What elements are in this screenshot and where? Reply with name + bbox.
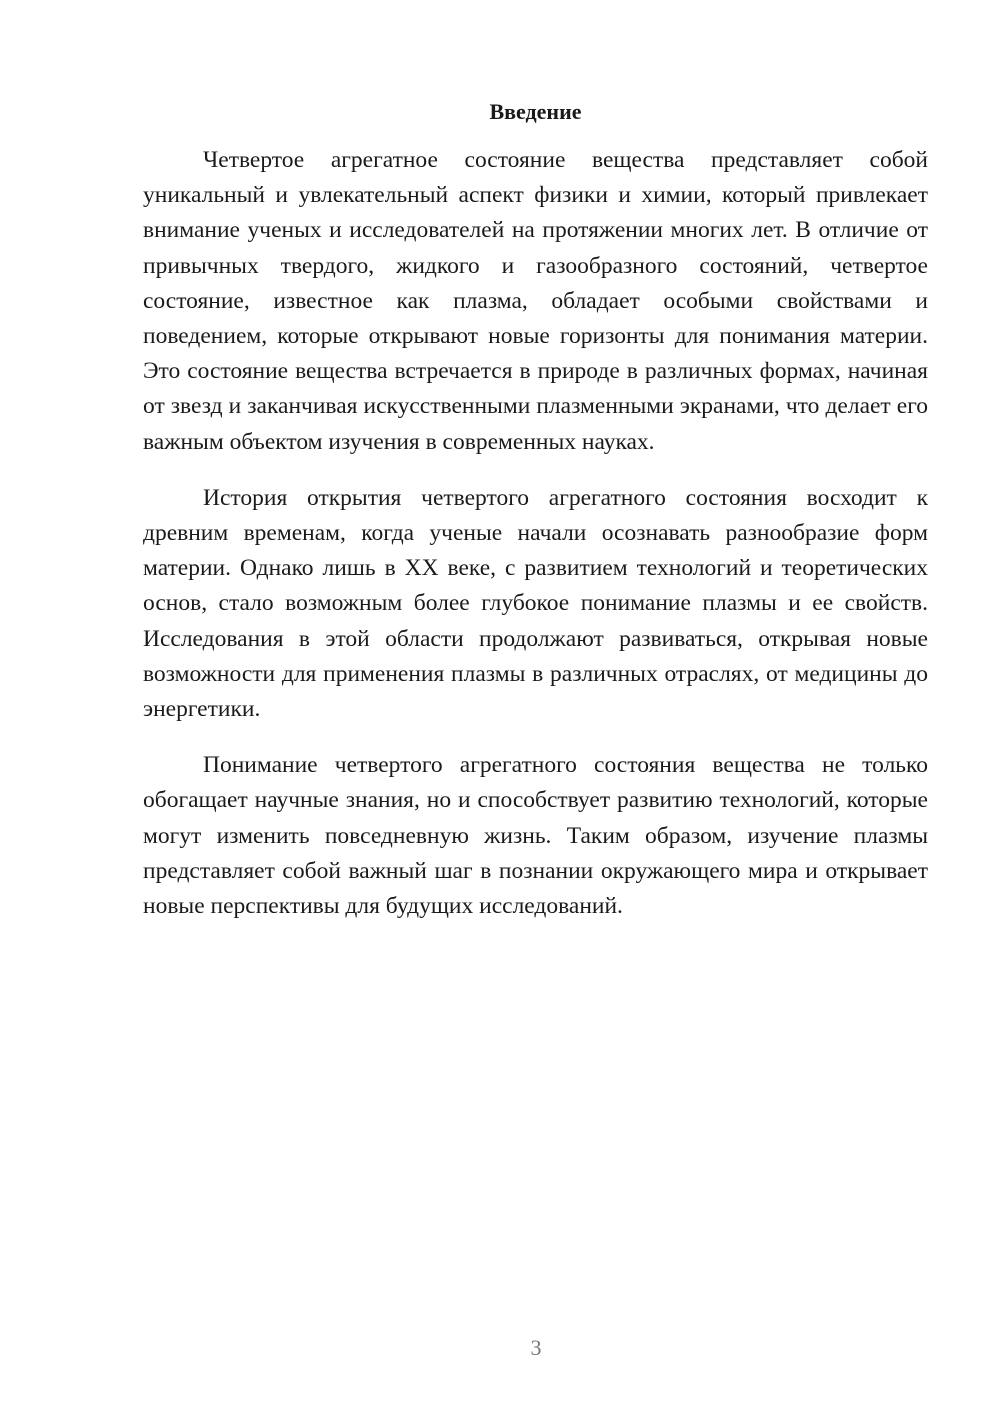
page-number: 3 [530,1335,542,1360]
paragraph: Четвертое агрегатное состояние вещества представляет собой уникальный и увлекательный аспект физики и химии, который привлекает внимание ученых и исследователей на протяжении многих лет. В отличие от привычных твердого, жидкого и газообразного состояний, четвертое состояние, известное как плазма, обладает особыми свойствами и поведением, которые открывают новые горизонты для понимания материи. Это состояние вещества встречается в природе в различных формах, начиная от звезд и заканчивая искусственными плазменными экранами, что делает его важным объектом изучения в современных науках. [143,147,928,455]
section-heading: Введение [489,99,582,124]
paragraph: История открытия четвертого агрегатного состояния восходит к древним временам, когда ученые начали осознавать разнообразие форм материи. Однако лишь в XX веке, с развитием технологий и теоретических основ, стало возможным более глубокое понимание плазмы и ее свойств. Исследования в этой области продолжают развиваться, открывая новые возможности для применения плазмы в различных отраслях, от медицины до энергетики. [143,484,928,723]
paragraph: Понимание четвертого агрегатного состояния вещества не только обогащает научные знания, но и способствует развитию технологий, которые могут изменить повседневную жизнь. Таким образом, изучение плазмы представляет собой важный шаг в познании окружающего мира и открывает новые перспективы для будущих исследований. [143,752,928,920]
body-text [143,143,928,945]
